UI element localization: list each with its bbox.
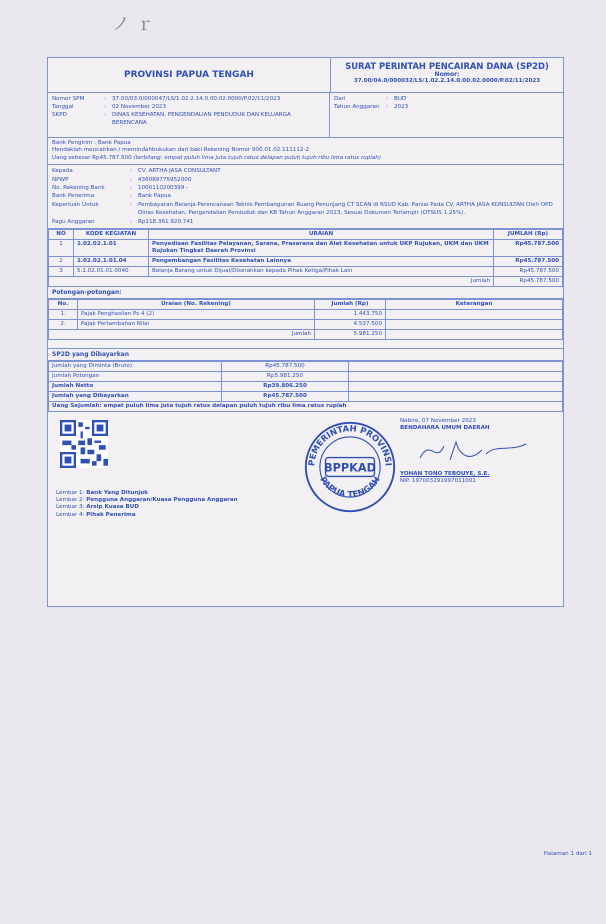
handwritten-mark: ノ ｒ <box>112 14 154 35</box>
meta-left <box>48 93 330 137</box>
meta-row: SKPD : DINAS KESEHATAN, PENGENDALIAN PENDUDUK DAN KELUARGA BERENCANA <box>52 111 325 127</box>
signature-section <box>48 412 563 536</box>
table-row: Jumlah yang Dibayarkan Rp45.787.500 <box>49 392 563 402</box>
table-row: 1 1.02.02.1.01 Penyediaan Fasilitas Pelayanan, Sarana, Prasarana dan Alat Kesehatan untuk UKP Rujukan, UKM dan UKM Rujukan Tingkat Daerah Provinsi Rp45.787.500 <box>49 240 563 257</box>
table-row: Jumlah yang Diminta (Bruto) Rp45.787.500 <box>49 362 563 372</box>
recipient-row: NPWP : 436089775952000 <box>52 176 192 183</box>
amount-prefix: Uang sebesar Rp45.787.500 <box>52 154 132 161</box>
recipient-row: Keperluan Untuk : Pembayaran Belanja Perencanaan Teknis Pembangunan Ruang Penunjang CT SCAN di RSUD Kab. Paniai Pada CV. ARTHA JASA KONSULTAN Oleh OPD Dinas Kesehatan, Pengendalian Penduduk dan KB Tahun Anggaran 2023, Sesuai Dokumen Terlampir (OTSUS 1.25%). <box>52 201 553 217</box>
qr-code <box>60 420 108 468</box>
list-item: Lembar 2: Pengguna Anggaran/Kuasa Pengguna Anggaran <box>56 497 238 504</box>
potongan-table: No. Uraian (No. Rekening) Jumlah (Rp) Keterangan 1. Pajak Penghasilan Ps 4 (2) 1.443.750 2. Pajak Pertambahan Nilai 4.537.500 Jumlah 5.981.250 <box>48 299 563 340</box>
potongan-title: Potongan-potongan: <box>48 287 563 299</box>
meta-section <box>48 93 563 138</box>
nomor-label: Nomor: <box>434 71 460 78</box>
table-row: 3 5.1.02.01.01.0040 Belanja Barang untuk Dijual/Diserahkan kepada Pihak Ketiga/Pihak Lain Rp45.787.500 <box>49 267 563 277</box>
list-item: Lembar 3: Arsip Kuasa BUD <box>56 504 139 511</box>
sp2d-title-block <box>331 58 563 92</box>
meta-value: 02 November 2023 <box>112 104 167 110</box>
bank-section <box>48 138 563 165</box>
sign-office: BENDAHARA UMUM DAERAH <box>400 425 490 432</box>
meta-row: Tahun Anggaran : 2023 <box>334 103 559 111</box>
lembar-list <box>56 490 238 519</box>
meta-value: BUD <box>394 96 407 102</box>
official-stamp <box>303 420 397 514</box>
main-table <box>48 229 563 287</box>
document-header <box>48 58 563 93</box>
recipient-row: Pagu Anggaran : Rp118.361.920.741 <box>52 218 194 225</box>
total-label: Jumlah <box>49 277 494 287</box>
meta-key: Nomor SPM <box>52 96 85 102</box>
bank-instruction: Hendaklah mencairkan / memindahbukukan dari baki Rekening Nomor 900.01.02.111112-2 <box>52 147 310 154</box>
total-row <box>49 277 563 287</box>
sp2d-title: SURAT PERINTAH PENCAIRAN DANA (SP2D) <box>345 61 549 71</box>
total-row: Jumlah 5.981.250 <box>49 330 563 340</box>
table-row: 2. Pajak Pertambahan Nilai 4.537.500 <box>49 320 563 330</box>
recipient-row: No. Rekening Bank : 1000110200399 - <box>52 185 189 192</box>
col-jumlah: JUMLAH (Rp) <box>494 230 563 240</box>
list-item: Lembar 1: Bank Yang Ditunjuk <box>56 490 148 497</box>
meta-row: Nomor SPM : 37.00/03.0/000047/LS/1.02.2.14.0.00.02.0000/P.02/11/2023 <box>52 95 325 103</box>
recipient-section <box>48 165 563 229</box>
meta-row: Dari : BUD <box>334 95 559 103</box>
sp2d-title: SP2D yang Dibayarkan <box>48 349 563 361</box>
sign-name: YOHAN TONO TEBOUYE, S.E. <box>400 471 490 478</box>
sign-nip: NIP. 197003291997011001 <box>400 478 476 485</box>
stamp-top-text: PEMERINTAH PROVINSI <box>306 423 394 467</box>
meta-key: SKPD <box>52 112 67 118</box>
amount-line <box>52 155 559 162</box>
svg-text:PEMERINTAH PROVINSI <box>306 423 394 466</box>
svg-text:PAPUA TENGAH <box>318 475 382 500</box>
meta-key: Dari <box>334 96 346 102</box>
recipient-row: Bank Penerima : Bank Papua <box>52 193 171 200</box>
table-row: Jumlah Netto Rp39.806.250 <box>49 382 563 392</box>
meta-key: Tahun Anggaran <box>334 104 380 110</box>
col-kode: KODE KEGIATAN <box>74 230 149 240</box>
stamp-center-text: BPPKAD <box>324 461 376 475</box>
handwritten-signature <box>400 432 530 468</box>
total-value: Rp45.787.500 <box>494 277 563 287</box>
col-uraian: URAIAN <box>149 230 494 240</box>
meta-row: Tanggal : 02 November 2023 <box>52 103 325 111</box>
meta-value: 2023 <box>394 104 409 110</box>
recipient-row: Kepada : CV. ARTHA JASA CONSULTANT <box>52 168 221 175</box>
meta-key: Tanggal <box>52 104 74 110</box>
amount-words: (terbilang: empat puluh lima juta tujuh ratus delapan puluh tujuh ribu lima ratus rupiah) <box>133 154 382 161</box>
terbilang-row: Uang Sejumlah: empat puluh lima juta tujuh ratus delapan puluh tujuh ribu lima ratus rupiah <box>49 402 563 412</box>
table-row: 2 1.02.02.1.01.04 Pengembangan Fasilitas Kesehatan Lainnya Rp45.787.500 <box>49 257 563 267</box>
sp2d-document <box>47 57 564 607</box>
bank-sender: Bank Pengirim : Bank Papua <box>52 140 131 146</box>
col-no: NO <box>49 230 74 240</box>
sign-place-date: Nabire, 07 November 2023 <box>400 418 476 425</box>
sp2d-table <box>48 361 563 412</box>
signature-block <box>400 418 530 485</box>
meta-value: 37.00/03.0/000047/LS/1.02.2.14.0.00.02.0000/P.02/11/2023 <box>112 96 281 102</box>
page-number: Halaman 1 dari 1 <box>543 851 592 857</box>
nomor-value: 37.00/04.0/000032/LS/1.02.2.14.0.00.02.0000/P.02/11/2023 <box>353 78 541 84</box>
stamp-bottom-text: PAPUA TENGAH <box>318 474 382 500</box>
meta-right <box>330 93 563 137</box>
province-title: PROVINSI PAPUA TENGAH <box>48 58 331 92</box>
meta-value: DINAS KESEHATAN, PENGENDALIAN PENDUDUK DAN KELUARGA BERENCANA <box>112 112 291 126</box>
table-row: Jumlah Potongan Rp5.981.250 <box>49 372 563 382</box>
list-item: Lembar 4: Pihak Penerima <box>56 511 136 518</box>
table-row: 1. Pajak Penghasilan Ps 4 (2) 1.443.750 <box>49 310 563 320</box>
